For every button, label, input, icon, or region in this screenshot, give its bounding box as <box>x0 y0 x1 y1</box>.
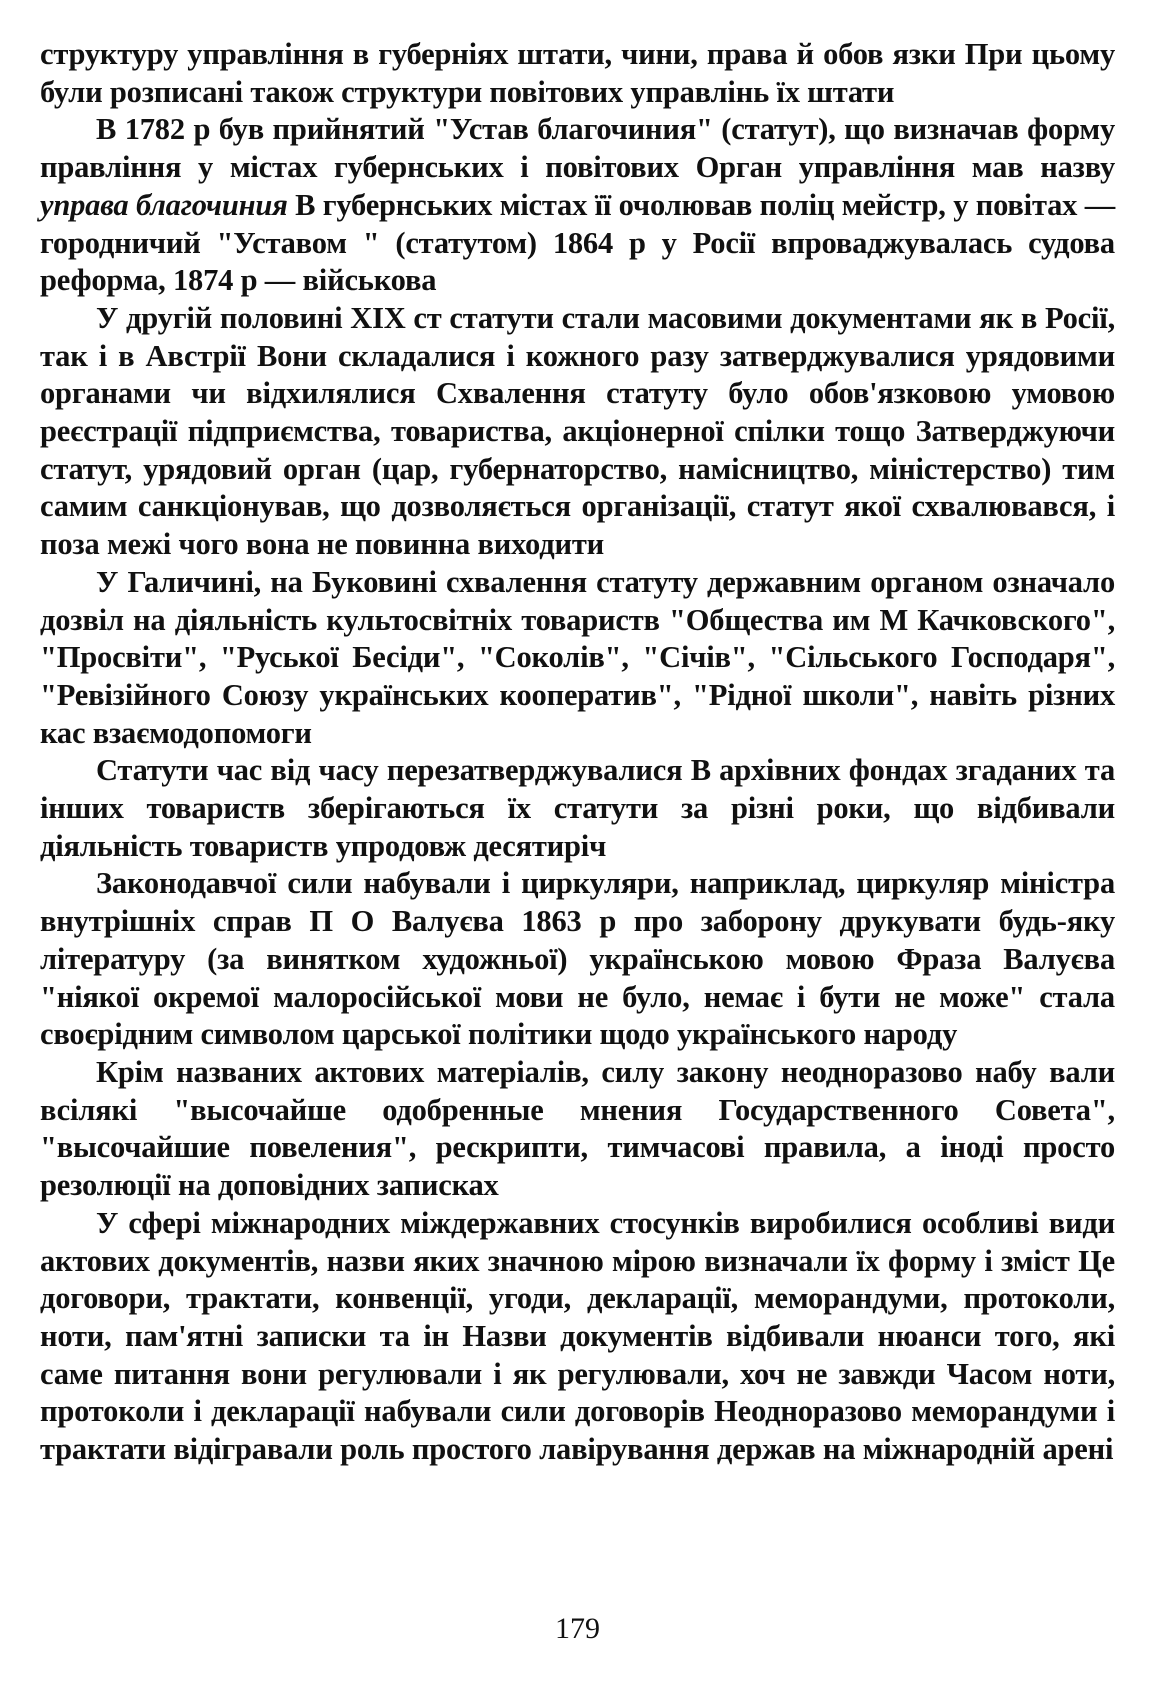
paragraph-4: У Галичині, на Буковині схвалення статуту державним органом означало дозвіл на діяльність культосвітніх товариств "Общества им М Качковского", "Просвіти", "Руської Бесіди", "Соколів", "Січів", "Сільського Господаря", "Ревізійного Союзу українських кооператив", "Рідної школи", навіть різних кас взаємодопомоги <box>40 564 1115 750</box>
paragraph-8: У сфері міжнародних міждержавних стосунків виробилися особливі види актових документів, назви яких значною мірою визначали їх форму і зміст Це договори, трактати, конвенції, угоди, декларації, меморандуми, протоколи, ноти, пам'ятні записки та ін Назви документів відбивали нюанси того, які саме питання вони регулювали і як регулювали, хоч не завжди Часом ноти, протоколи і декларації набували сили договорів Неодноразово меморандуми і трактати відігравали роль простого лавірування держав на міжнародній арені <box>40 1205 1115 1467</box>
paragraph-2 <box>40 111 1115 300</box>
paragraph-2-text-end: В губернських містах її очолював поліц мейстр, у повітах — городничий "Уставом " (статутом) 1864 р у Росії впроваджувалась судова реформа, 1874 р — військова <box>40 187 1115 298</box>
paragraph-1: структуру управління в губерніях штати, чини, права й обов язки При цьому були розписані також структури повітових управлінь їх штати <box>40 37 1115 109</box>
paragraph-5: Статути час від часу перезатверджувалися В архівних фондах згаданих та інших товариств зберігаються їх статути за різні роки, що відбивали діяльність товариств упродовж десятиріч <box>40 753 1115 863</box>
paragraph-6: Законодавчої сили набували і циркуляри, наприклад, циркуляр міністра внутрішніх справ П О Валуєва 1863 р про заборону друкувати будь-яку літературу (за винятком художньої) українською мовою Фраза Валуєва "ніякої окремої малоросійської мови не було, немає і бути не може" стала своєрідним символом царської політики щодо українського народу <box>40 866 1115 1052</box>
page-body <box>40 36 1115 1469</box>
paragraph-2-italic-term: управа благочиния <box>40 187 288 222</box>
paragraph-3: У другій половині XIX ст статути стали масовими документами як в Росії, так і в Австрії Вони складалися і кожного разу затверджувалися урядовими органами чи відхилялися Схвалення статуту було обов'язковою умовою реєстрації підприємства, товариства, акціонерної спілки тощо Затверджуючи статут, урядовий орган (цар, губернаторство, намісництво, міністерство) тим самим санкціонував, що дозволяється організації, статут якої схвалювався, і поза межі чого вона не повинна виходити <box>40 300 1115 562</box>
paragraph-2-text-start: В 1782 р був прийнятий "Устав благочиния" (статут), що визначав форму правління у містах губернських і повітових Орган управління мав назву <box>40 112 1115 185</box>
page-number: 179 <box>555 1612 600 1645</box>
paragraph-7: Крім названих актових матеріалів, силу закону неодноразово набу вали всілякі "высочайше одобренные мнения Государственного Совета", "высочайшие повеления", рескрипти, тимчасові правила, а іноді просто резолюції на доповідних записках <box>40 1054 1115 1203</box>
